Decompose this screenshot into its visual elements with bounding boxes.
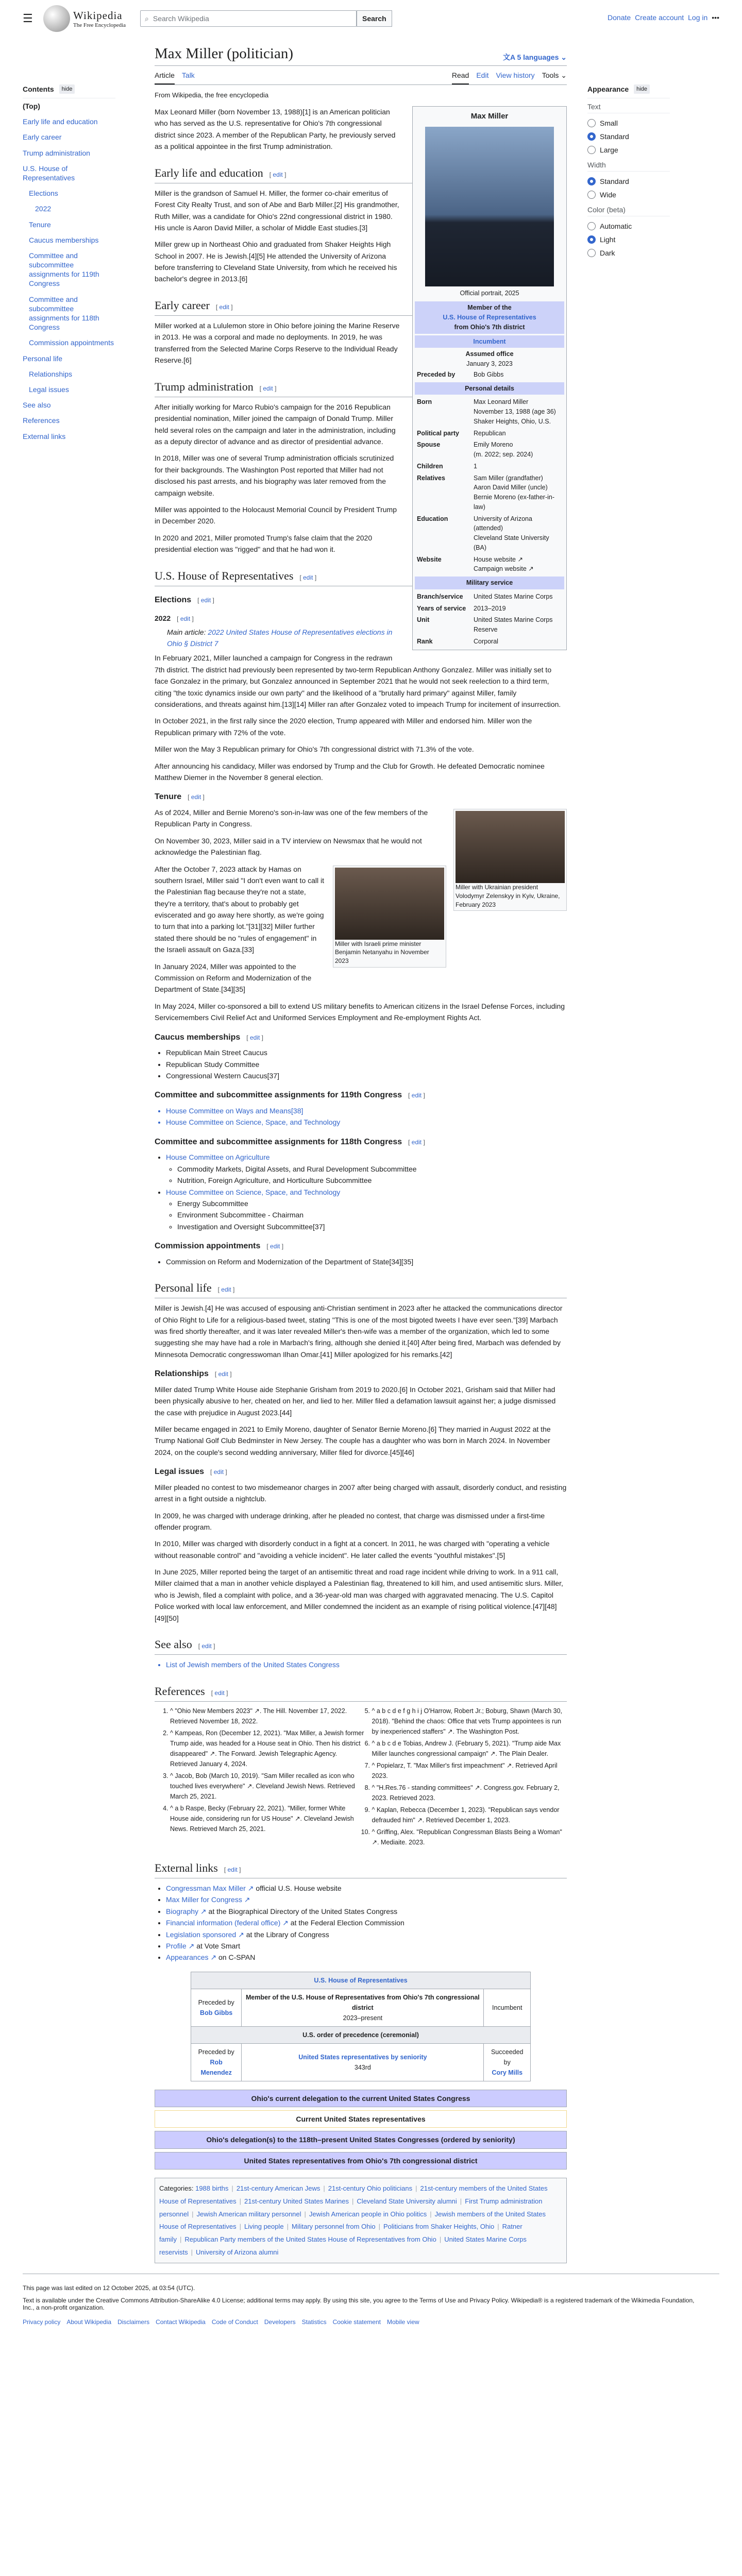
infobox-label: Spouse — [417, 441, 441, 449]
option-label: Large — [600, 146, 618, 154]
committee-item — [166, 1151, 567, 1186]
infobox-label: Born — [417, 398, 432, 406]
site-header — [0, 0, 742, 37]
category-link[interactable]: 1988 births — [195, 2184, 229, 2193]
reference-item: 9. ^ Kaplan, Rebecca (December 1, 2023). "Republican says vendor defrauded him" ↗. Retrieved December 1, 2023. — [372, 1805, 567, 1825]
infobox-row — [415, 472, 564, 513]
incumbent-label[interactable]: Incumbent — [415, 335, 564, 348]
military-service-header: Military service — [415, 577, 564, 589]
option-label: Wide — [600, 191, 616, 199]
toc-item[interactable]: Committee and subcommittee assignments for 119th Congress — [29, 251, 99, 288]
infobox-label: Relatives — [417, 474, 445, 482]
reference-item: 1. ^ "Ohio New Members 2023" ↗. The Hill. November 17, 2022. Retrieved November 18, 2022. — [170, 1706, 365, 1726]
radio-icon[interactable] — [587, 146, 596, 154]
tab-view-history[interactable]: View history — [496, 71, 535, 79]
reference-item: 6. ^ a b c d e Tobias, Andrew J. (February 5, 2021). "Trump aide Max Miller launches congressional campaign" ↗. The Plain Dealer. — [372, 1738, 567, 1759]
tagline-from: From Wikipedia, the free encyclopedia — [155, 91, 269, 99]
radio-icon[interactable] — [587, 235, 596, 244]
wordmark: Wikipedia — [73, 9, 123, 22]
radio-icon[interactable] — [587, 132, 596, 141]
category-link[interactable]: Cleveland State University alumni — [357, 2197, 457, 2205]
search-input[interactable]: ⌕ Search Wikipedia — [140, 10, 357, 27]
section-legal-issues: Legal issues [ edit ] — [155, 1467, 227, 1477]
section-see-also: See also [ edit ] — [155, 1635, 567, 1655]
infobox-value: United States Marine Corps — [474, 592, 553, 600]
external-link[interactable]: Biography ↗ — [166, 1907, 207, 1916]
more-options-icon[interactable]: ••• — [712, 13, 719, 22]
category-link[interactable]: Jewish members of the United States House of Representatives — [159, 2210, 546, 2231]
subcommittee-item: ◦ Energy Subcommittee — [177, 1198, 567, 1209]
option-label: Light — [600, 235, 616, 244]
section-committees-118: Committee and subcommittee assignments for 118th Congress [ edit ] — [155, 1137, 425, 1146]
category-separator: | — [239, 2223, 241, 2231]
infobox-row — [415, 396, 564, 427]
footer-link[interactable]: Privacy policy — [23, 2318, 61, 2326]
subcommittee-item: ◦ Commodity Markets, Digital Assets, and Rural Development Subcommittee — [177, 1163, 567, 1175]
create-account-link[interactable]: Create account — [635, 13, 684, 22]
external-link[interactable]: Legislation sponsored ↗ — [166, 1930, 244, 1939]
infobox-value: Sam Miller (grandfather) Aaron David Miller (uncle) Bernie Moreno (ex-father-in-law) — [474, 474, 555, 511]
category-separator: | — [415, 2184, 417, 2193]
page-footer — [23, 2274, 719, 2346]
option-label: Small — [600, 119, 618, 127]
list-item: • Republican Study Committee — [166, 1059, 567, 1070]
subcommittee-item: ◦ Nutrition, Foreign Agriculture, and Horticulture Subcommittee — [177, 1175, 567, 1186]
main-content: Max Miller (politician) 文A 5 languages ⌄ Article Talk Read Edit View history Tools ⌄ From Wikipedia, the free encyclopedia Max Miller Official portrait, 2025 Member of the U.S. House of Representatives from Ohio's 7th district Incumbent Assumed office January 3, 2023 Preceded by Bob Gibbs Personal details Born Max Leonard Miller November 13, 1988 (age 36) Shaker Heights, Ohio, U.S. Political party Republican Spouse Emily Moreno (m. 2022; sep. 2024) Children 1 Relatives Sam Miller (grandfather) Aaron David Miller (uncle) Bernie Moreno (ex-father-in-law) Education University of Arizona (attended) Cleveland State University (BA) Website House website ↗ Campaign website ↗ Military service Branch/service United States Marine Corps Years of service 2013–2019 Unit United States Marine Corps Reserve Rank Corporal Max Leonard Miller (born November 13, 1988)[1] is an American politician who has served as the U.S. representative for Ohio's 7th congressional district since 2023. A member of the Republican Party, he previously served as a political appointee in the first Trump administration. Early life and education [ edit ] Miller is the grandson of Samuel H. Miller, the former co-chair emeritus of Forest City Realty Trust, and son of Abe and Barb Miller.[2] His grandmother, Ruth Miller, was a candidate for Ohio's 22nd congressional district in 1980. His uncle is Aaron David Miller, a scholar of Middle East studies.[3] Miller grew up in Northeast Ohio and graduated from Shaker Heights High School in 2007. He is Jewish.[4][5] He attended the University of Arizona before transferring to Cleveland State University, from which he received his bachelor's degree in 2013.[6] Early career [ edit ] Miller worked at a Lululemon store in Ohio before joining the Marine Reserve in 2013. He was a corporal and made no deployments. In 2019, he was transferred from the Selected Marine Corps Reserve to the Individual Ready Reserve.[6] Trump administration [ edit ] After initially working for Marco Rubio's campaign for the 2016 Republican presidential nomination, Miller joined the campaign of Donald Trump. Miller held several roles on the campaign and later in the administration, including as a deputy director of advance and as director of presidential advance. In 2018, Miller was one of several Trump administration officials scrutinized for their backgrounds. The Washington Post reported that Miller had not disclosed his past arrests, and his biography was later removed from the campaign website. Miller was appointed to the Holocaust Memorial Council by President Trump in December 2020. In 2020 and 2021, Miller promoted Trump's false claim that the 2020 presidential election was "rigged" and that he had won it. U.S. House of Representatives [ edit ] Elections [ edit ] 2022 [ edit ] Main article: 2022 United States House of Representatives elections in Ohio § District 7 In February 2021, Miller launched a campaign for Congress in the redrawn 7th district. The district had previously been represented by two-term Republican Anthony Gonzalez. Miller was initially set to face Gonzalez in the primary, but Gonzalez announced in September 2021 that he would not seek reelection to a third term, citing "the toxic dynamics inside our own party" and the likelihood of a "brutally hard primary" against Miller, family considerations, and threats against him.[13][14] Miller ran after Gonzalez voted to impeach Trump for incitement of insurrection. In October 2021, in the first rally since the 2020 election, Trump appeared with Miller and endorsed him. Miller won the Republican primary with 72% of the vote. Miller won the May 3 Republican primary for Ohio's 7th congressional district with 71.3% of the vote. After announcing his candidacy, Miller was endorsed by Trump and the Club for Growth. He defeated Democratic nominee Matthew Diemer in the November 8 general election. Tenure [ edit ] Miller with Ukrainian president Volodymyr Zelenskyy in Kyiv, Ukraine, February 2023 As of 2024, Miller and Bernie Moreno's son-in-law was one of the few members of the Republican Party in Congress. On November 30, 2023, Miller said in a TV interview on Newsmax that he would not acknowledge the Palestinian flag. Miller with Israeli prime minister Benjamin Netanyahu in November 2023 After the October 7, 2023 attack by Hamas on southern Israel, Miller said "I don't even want to call it the Palestinian flag because they're not a state, they're a territory, that's about to probably get eviscerated and go away here shortly, as we're going to turn that into a parking lot."[31][32] Miller further stated there should be no "rules of engagement" in the Israeli assault on Gaza.[33] In January 2024, Miller was appointed to the Commission on Reform and Modernization of the Department of State.[34][35] In May 2024, Miller co-sponsored a bill to extend US military benefits to American citizens in the Israel Defense Forces, including Servicemembers Civil Relief Act and Uniformed Services Employment and Re-employment Rights Act. Caucus memberships [ edit ] • Republican Main Street Caucus • Republican Study Committee • Congressional Western Caucus[37] Committee and subcommittee assignments for 119th Congress [ edit ] • House Committee on Ways and Means[38] • House Committee on Science, Space, and Technology Committee and subcommittee assignments for 118th Congress [ edit ] • House Committee on Agriculture ◦ Commodity Markets, Digital Assets, and Rural Development Subcommittee ◦ Nutrition, Foreign Agriculture, and Horticulture Subcommittee • House Committee on Science, Space, and Technology ◦ Energy Subcommittee ◦ Environment Subcommittee - Chairman ◦ Investigation and Oversight Subcommittee[37] Commission appointments [ edit ] • Commission on Reform and Modernization of the Department of State[34][35] Personal life [ edit ] Miller is Jewish.[4] He was accused of espousing anti-Christian sentiment in 2023 after he attacked the communications director of Ohio Right to Life for a religious-based tweet, stating "This is one of the most bigoted tweets I have ever seen."[39] Marbach was fired shortly thereafter, and it was later revealed Miller's then-wife was a member of the organization, which led to some suggesting she may have had a role in Marbach's firing, although she denied it.[40] After being fired, Marbach was defended by Minnesota Democratic congresswoman Ilhan Omar.[41] Miller apologized for his remarks.[42] Relationships [ edit ] Miller dated Trump White House aide Stephanie Grisham from 2019 to 2020.[6] In October 2021, Grisham said that Miller had been physically abusive to her, cheated on her, and lied to her. Miller filed a defamation lawsuit against her; a judge dismissed the case with prejudice in August 2023.[44] Miller became engaged in 2021 to Emily Moreno, daughter of Senator Bernie Moreno.[6] They married in August 2022 at the Trump National Golf Club Bedminster in New Jersey. The couple has a daughter who was born in March 2024. In November 2024, on the couple's second wedding anniversary, Miller filed for divorce.[45][46] Legal issues [ edit ] Miller pleaded no contest to two misdemeanor charges in 2007 after being charged with assault, disorderly conduct, and resisting arrest in a fight outside a nightclub. In 2009, he was charged with underage drinking, after he pleaded no contest, that charge was dismissed under a first-time offender program. In 2010, Miller was charged with disorderly conduct in a fight at a concert. In 2011, he was charged with "operating a vehicle without reasonable control" and "avoiding a vehicle incident". He later called the events "youthful mistakes".[5] In June 2025, Miller reported being the target of an antisemitic threat and road rage incident while driving to work. In a 911 call, Miller claimed that a man in another vehicle displayed a Palestinian flag, threatened to kill him, and used antisemitic slurs. Miller, who is Jewish, filed a complaint with police, and a 36-year-old man was charged with aggravated menacing. The U.S. Capitol Police worked with local law enforcement, and Miller condemned the incident as an example of rising political violence.[47][48][49][50] See also [ edit ] • List of Jewish members of the United States Congress References [ edit ] 1. ^ "Ohio New Members 2023" ↗. The Hill. November 17, 2022. Retrieved November 18, 2022. 2. ^ Kampeas, Ron (December 12, 2021). "Max Miller, a Jewish former Trump aide, was headed for a House seat in Ohio. Then his district disappeared" ↗. The Forward. Jewish Telegraphic Agency. Retrieved January 4, 2024. 3. ^ Jacob, Bob (March 10, 2019). "Sam Miller recalled as icon who touched lives everywhere" ↗. Cleveland Jewish News. Retrieved March 25, 2021. 4. ^ a b Raspe, Becky (February 22, 2021). "Miller, former White House aide, considering run for US House" ↗. Cleveland Jewish News. Retrieved March 25, 2021. 5. ^ a b c d e f g h i j O'Harrow, Robert Jr.; Boburg, Shawn (March 30, 2018). "Behind the chaos: Office that vets Trump appointees is run by inexperienced staffers" ↗. The Washington Post. 6. ^ a b c d e Tobias, Andrew J. (February 5, 2021). "Trump aide Max Miller launches congressional campaign" ↗. The Plain Dealer. 7. ^ Popielarz, T. "Max Miller's first impeachment" ↗. Retrieved April 2023. 8. ^ "H.Res.76 - standing committees" ↗. Congress.gov. February 2, 2023. Retrieved 2023. 9. ^ Kaplan, Rebecca (December 1, 2023). "Republican says vendor defrauded him" ↗. Retrieved December 1, 2023. 10. ^ Griffing, Alex. "Republican Congressman Blasts Being a Woman" ↗. Mediaite. 2023. External links [ edit ] • Congressman Max Miller ↗ official U.S. House website • Max Miller for Congress ↗ • Biography ↗ at the Biographical Directory of the United States Congress • Financial information (federal office) ↗ at the Federal Election Commission • Legislation sponsored ↗ at the Library of Congress • Profile ↗ at Vote Smart • Appearances ↗ on C-SPAN U.S. House of Representatives Preceded by Bob Gibbs Member of the U.S. House of Representatives from Ohio's 7th congressional district 2023–present Incumbent U.S. order of precedence (ceremonial) Preceded by Rob Menendez United States representatives by seniority 343rd Succeeded by Cory Mills Ohio's current delegation to the current United States Congress Current United States representatives Ohio's delegation(s) to the 118th–present United States Congresses (ordered by seniority) United States representatives from Ohio's 7th congressional district Categories: 1988 births | 21st-century American Jews | 21st-century Ohio politicians | 21st-century members of the United States House of Representatives | 21st-century United States Marines | Cleveland State University alumni | First Trump administration personnel | Jewish American military personnel | Jewish American people in Ohio politics | Jewish members of the United States House of Representatives | Living people | Military personnel from Ohio | Politicians from Shaker Heights, Ohio | Ratner family | Republican Party members of the United States House of Representatives from Ohio | United States Marine Corps reservists | University of Arizona alumni — [155, 37, 567, 2263]
toc-item[interactable]: Relationships — [29, 369, 73, 378]
toc-item[interactable]: See also — [23, 401, 51, 410]
option-label: Standard — [600, 132, 629, 141]
category-link[interactable]: Military personnel from Ohio — [292, 2223, 376, 2231]
section-references: References [ edit ] — [155, 1682, 567, 1702]
office-link[interactable]: U.S. House of Representatives — [443, 314, 536, 321]
appearance-group-label: Color (beta) — [587, 201, 670, 216]
toc-item[interactable]: U.S. House of Representatives — [23, 164, 75, 182]
category-separator: | — [239, 2197, 241, 2205]
category-link[interactable]: 21st-century American Jews — [236, 2184, 321, 2193]
category-link[interactable]: Jewish American military personnel — [196, 2210, 301, 2218]
toc-item[interactable]: Early life and education — [23, 117, 98, 126]
infobox-row — [415, 439, 564, 461]
appearance-group-label: Text — [587, 98, 670, 113]
reference-item: 4. ^ a b Raspe, Becky (February 22, 2021). "Miller, former White House aide, considering run for US House" ↗. Cleveland Jewish News. Retrieved March 25, 2021. — [170, 1803, 365, 1834]
footer-link[interactable]: Cookie statement — [332, 2318, 381, 2326]
infobox-value: United States Marine Corps Reserve — [474, 616, 553, 633]
toc-item[interactable]: Legal issues — [29, 385, 69, 394]
thumbnail-netanyahu[interactable]: Miller with Israeli prime minister Benjamin Netanyahu in November 2023 — [333, 866, 446, 968]
toc-item[interactable]: External links — [23, 432, 66, 440]
external-link-desc: at the Federal Election Commission — [288, 1919, 404, 1927]
main-article-link[interactable]: 2022 United States House of Representatives elections in Ohio § District 7 — [167, 628, 393, 648]
infobox-label: Unit — [417, 616, 430, 624]
lead-paragraph: Max Leonard Miller (born November 13, 1988)[1] is an American politician who has served as the U.S. representative for Ohio's 7th congressional district since 2023. A member of the Republican Party, he previously served as a political appointee in the first Trump administration. — [155, 108, 396, 151]
category-separator: | — [430, 2210, 432, 2218]
log-in-link[interactable]: Log in — [688, 13, 708, 22]
external-link[interactable]: Appearances ↗ — [166, 1953, 217, 1962]
reference-item: 10. ^ Griffing, Alex. "Republican Congressman Blasts Being a Woman" ↗. Mediaite. 2023. — [372, 1827, 567, 1848]
toc-item[interactable]: Elections — [29, 189, 58, 198]
radio-icon[interactable] — [587, 177, 596, 185]
toc-item[interactable]: Personal life — [23, 354, 63, 363]
category-link[interactable]: Jewish American people in Ohio politics — [309, 2210, 427, 2218]
external-link-desc: official U.S. House website — [254, 1884, 342, 1892]
infobox-value: Max Leonard Miller November 13, 1988 (age 36) Shaker Heights, Ohio, U.S. — [474, 398, 556, 425]
infobox-row — [415, 614, 564, 636]
infobox-name: Max Miller — [470, 112, 509, 121]
section-committees-119: Committee and subcommittee assignments for 119th Congress [ edit ] — [155, 1091, 425, 1100]
portrait-caption: Official portrait, 2025 — [460, 289, 519, 297]
external-link[interactable]: Congressman Max Miller ↗ — [166, 1884, 254, 1892]
list-item[interactable]: • List of Jewish members of the United States Congress — [166, 1659, 567, 1670]
list-item[interactable]: • House Committee on Ways and Means[38] — [166, 1105, 567, 1116]
section-personal-life: Personal life [ edit ] — [155, 1279, 567, 1298]
external-link-item — [166, 1952, 567, 1963]
infobox-label: Preceded by — [417, 370, 456, 378]
main-menu-icon[interactable]: ☰ — [23, 12, 33, 25]
category-link[interactable]: University of Arizona alumni — [196, 2248, 279, 2256]
main-article-hatnote: Main article: 2022 United States House of Representatives elections in Ohio § District 7 — [167, 628, 393, 648]
category-separator: | — [497, 2223, 499, 2231]
infobox-value: Emily Moreno (m. 2022; sep. 2024) — [474, 441, 533, 458]
page-title: Max Miller (politician) — [155, 45, 293, 62]
category-separator: | — [460, 2197, 462, 2205]
category-separator: | — [179, 2235, 182, 2244]
appearance-option[interactable] — [587, 233, 670, 246]
infobox-value: 2013–2019 — [474, 604, 506, 612]
infobox-value: Republican — [474, 429, 506, 437]
category-link[interactable]: 21st-century members of the United States House of Representatives — [159, 2184, 548, 2205]
infobox-label: Children — [417, 462, 443, 470]
infobox-row — [415, 461, 564, 472]
search-form — [140, 10, 392, 27]
last-edited: This page was last edited on 12 October 2025, at 03:54 (UTC). — [23, 2284, 195, 2292]
category-link[interactable]: United States Marine Corps reservists — [159, 2235, 527, 2256]
infobox-value: University of Arizona (attended) Cleveland State University (BA) — [474, 515, 549, 551]
toc-item[interactable]: 2022 — [35, 205, 52, 213]
section-caucus: Caucus memberships [ edit ] — [155, 1032, 263, 1042]
toc-item[interactable]: References — [23, 416, 60, 425]
table-of-contents — [23, 37, 115, 2263]
radio-icon[interactable] — [587, 119, 596, 127]
tab-article[interactable]: Article — [155, 66, 175, 84]
external-link-item — [166, 1917, 567, 1928]
category-link[interactable]: Living people — [244, 2223, 284, 2231]
infobox-value: 1 — [474, 462, 477, 470]
navbox[interactable]: Ohio's current delegation to the current United States Congress — [155, 2090, 567, 2107]
infobox-label: Website — [417, 555, 442, 563]
infobox-label: Years of service — [417, 604, 466, 612]
category-separator: | — [352, 2197, 354, 2205]
tagline: The Free Encyclopedia — [73, 22, 126, 28]
infobox-label: Branch/service — [417, 592, 463, 600]
footer-link[interactable]: Contact Wikipedia — [156, 2318, 206, 2326]
globe-icon — [43, 5, 70, 32]
categories-label[interactable]: Categories: — [159, 2184, 196, 2193]
committee-item — [166, 1187, 567, 1233]
appearance-option[interactable] — [587, 175, 670, 188]
footer-link[interactable]: Mobile view — [386, 2318, 419, 2326]
external-link[interactable]: Financial information (federal office) ↗ — [166, 1919, 289, 1927]
external-link-item — [166, 1883, 567, 1894]
references-list — [155, 1706, 567, 1848]
radio-icon[interactable] — [587, 191, 596, 199]
external-link-item — [166, 1940, 567, 1952]
list-item[interactable]: • House Committee on Science, Space, and Technology — [166, 1116, 567, 1128]
external-link-item — [166, 1906, 567, 1917]
external-link-desc: at the Biographical Directory of the United States Congress — [206, 1907, 398, 1916]
category-link[interactable]: Politicians from Shaker Heights, Ohio — [383, 2223, 495, 2231]
category-link[interactable]: Ratner family — [159, 2223, 522, 2244]
donate-link[interactable]: Donate — [608, 13, 631, 22]
category-separator: | — [192, 2210, 194, 2218]
license-text: Text is available under the Creative Commons Attribution-ShareAlike 4.0 License; additional terms may apply. By using this site, you agree to the Terms of Use and Privacy Policy. Wikipedia® is a registered trademark of the Wikimedia Foundation, Inc., a non-profit organization. — [23, 2297, 695, 2312]
list-item: • Republican Main Street Caucus — [166, 1047, 567, 1058]
personal-details-header: Personal details — [415, 382, 564, 395]
appearance-option[interactable] — [587, 246, 670, 260]
translate-icon: 文A — [502, 53, 517, 61]
section-relationships: Relationships [ edit ] — [155, 1369, 232, 1379]
navbox[interactable]: Ohio's delegation(s) to the 118th–present United States Congresses (ordered by seniority) — [155, 2131, 567, 2148]
radio-icon[interactable] — [587, 222, 596, 230]
thumbnail-zelenskyy[interactable]: Miller with Ukrainian president Volodymyr Zelenskyy in Kyiv, Ukraine, February 2023 — [453, 809, 567, 911]
infobox-label: Rank — [417, 637, 433, 645]
external-link-item — [166, 1894, 567, 1905]
category-link[interactable]: First Trump administration personnel — [159, 2197, 543, 2218]
footer-link[interactable]: Developers — [264, 2318, 296, 2326]
footer-link[interactable]: Disclaimers — [117, 2318, 150, 2326]
categories-box — [155, 2178, 567, 2263]
infobox-label: Political party — [417, 429, 459, 437]
category-separator: | — [286, 2223, 289, 2231]
category-separator: | — [191, 2248, 193, 2256]
search-icon: ⌕ — [145, 14, 149, 23]
infobox: Max Miller Official portrait, 2025 Member of the U.S. House of Representatives from Ohio's 7th district Incumbent Assumed office January 3, 2023 Preceded by Bob Gibbs Personal details Born Max Leonard Miller November 13, 1988 (age 36) Shaker Heights, Ohio, U.S. Political party Republican Spouse Emily Moreno (m. 2022; sep. 2024) Children 1 Relatives Sam Miller (grandfather) Aaron David Miller (uncle) Bernie Moreno (ex-father-in-law) Education University of Arizona (attended) Cleveland State University (BA) Website House website ↗ Campaign website ↗ Military service Branch/service United States Marine Corps Years of service 2013–2019 Unit United States Marine Corps Reserve Rank Corporal — [412, 106, 567, 650]
list-item: • Commission on Reform and Modernization of the Department of State[34][35] — [166, 1256, 567, 1267]
navbox[interactable]: Current United States representatives — [155, 2110, 567, 2128]
language-selector[interactable]: 文A 5 languages ⌄ — [502, 53, 567, 61]
footer-link[interactable]: Statistics — [301, 2318, 327, 2326]
external-link-desc: at the Library of Congress — [244, 1930, 329, 1939]
toc-item[interactable]: Early career — [23, 133, 62, 142]
category-separator: | — [231, 2184, 233, 2193]
reference-item: 5. ^ a b c d e f g h i j O'Harrow, Robert Jr.; Boburg, Shawn (March 30, 2018). "Behind the chaos: Office that vets Trump appointees is run by inexperienced staffers" ↗. The Washington Post. — [372, 1706, 567, 1737]
infobox-value: Corporal — [474, 637, 498, 645]
photo-image — [335, 868, 444, 940]
preceded-by-link[interactable]: Bob Gibbs — [200, 2009, 233, 2016]
infobox-row — [415, 369, 564, 381]
option-label: Dark — [600, 249, 615, 257]
tab-read[interactable]: Read — [452, 66, 469, 84]
option-label: Automatic — [600, 222, 632, 230]
section-tenure: Tenure [ edit ] — [155, 792, 205, 802]
list-item: • Congressional Western Caucus[37] — [166, 1070, 567, 1081]
section-2022: 2022 [ edit ] — [155, 614, 194, 623]
toc-hide-button[interactable]: hide — [59, 84, 75, 94]
infobox-value: Bob Gibbs — [474, 370, 504, 378]
option-label: Standard — [600, 177, 629, 185]
reference-item: 8. ^ "H.Res.76 - standing committees" ↗. Congress.gov. February 2, 2023. Retrieved 2023. — [372, 1783, 567, 1803]
infobox-label: Education — [417, 515, 448, 522]
appearance-option[interactable] — [587, 143, 670, 157]
category-separator: | — [304, 2210, 306, 2218]
toc-title: Contents — [23, 85, 54, 93]
category-link[interactable]: Republican Party members of the United States House of Representatives from Ohio — [184, 2235, 436, 2244]
category-separator: | — [439, 2235, 442, 2244]
reference-item: 3. ^ Jacob, Bob (March 10, 2019). "Sam Miller recalled as icon who touched lives everywhere" ↗. Cleveland Jewish News. Retrieved March 25, 2021. — [170, 1771, 365, 1802]
precedence-succeeded-link[interactable]: Cory Mills — [492, 2069, 523, 2076]
external-link[interactable]: Profile ↗ — [166, 1941, 195, 1950]
committee-link[interactable]: House Committee on Agriculture — [166, 1153, 270, 1162]
reference-item: 2. ^ Kampeas, Ron (December 12, 2021). "Max Miller, a Jewish former Trump aide, was headed for a House seat in Ohio. Then his district disappeared" ↗. The Forward. Jewish Telegraphic Agency. Retrieved January 4, 2024. — [170, 1728, 365, 1769]
committee-link[interactable]: House Committee on Science, Space, and Technology — [166, 1188, 341, 1196]
infobox-value: House website ↗ Campaign website ↗ — [474, 555, 534, 573]
toc-item[interactable]: Committee and subcommittee assignments for 118th Congress — [29, 295, 99, 332]
radio-icon[interactable] — [587, 249, 596, 257]
succession-box: U.S. House of Representatives Preceded by Bob Gibbs Member of the U.S. House of Representatives from Ohio's 7th congressional district 2023–present Incumbent U.S. order of precedence (ceremonial) Preceded by Rob Menendez United States representatives by seniority 343rd Succeeded by Cory Mills — [191, 1972, 531, 2081]
infobox-row — [415, 591, 564, 603]
portrait-image[interactable] — [425, 127, 554, 286]
category-separator: | — [323, 2184, 325, 2193]
appearance-panel: Appearance hide Text Small Standard Large Width Standard Wide Color (beta) Automatic Light Dark — [587, 37, 670, 2263]
tab-edit[interactable]: Edit — [476, 71, 489, 79]
external-link-desc: at Vote Smart — [194, 1941, 241, 1950]
section-trump-administration: Trump administration [ edit ] — [155, 378, 567, 397]
toc-item[interactable]: Tenure — [29, 220, 51, 229]
photo-image — [456, 811, 565, 883]
infobox-row — [415, 428, 564, 439]
search-button[interactable]: Search — [357, 10, 392, 27]
section-elections: Elections [ edit ] — [155, 595, 214, 604]
tab-talk[interactable]: Talk — [181, 71, 195, 79]
section-early-life: Early life and education [ edit ] — [155, 164, 567, 183]
external-link[interactable]: Max Miller for Congress ↗ — [166, 1895, 250, 1904]
section-external-links: External links [ edit ] — [155, 1859, 567, 1878]
toc-item[interactable]: Caucus memberships — [29, 235, 99, 244]
appearance-hide-button[interactable]: hide — [634, 84, 650, 94]
footer-link[interactable]: Code of Conduct — [211, 2318, 258, 2326]
navbox[interactable]: United States representatives from Ohio's 7th congressional district — [155, 2152, 567, 2170]
category-separator: | — [378, 2223, 380, 2231]
wikipedia-logo[interactable] — [43, 5, 126, 32]
footer-link[interactable]: About Wikipedia — [66, 2318, 112, 2326]
infobox-row — [415, 636, 564, 648]
appearance-group-label: Width — [587, 157, 670, 172]
appearance-option[interactable] — [587, 188, 670, 201]
subcommittee-item: ◦ Environment Subcommittee - Chairman — [177, 1209, 567, 1221]
infobox-row — [415, 603, 564, 615]
appearance-option[interactable] — [587, 116, 670, 130]
external-link-item — [166, 1929, 567, 1940]
section-commission: Commission appointments [ edit ] — [155, 1242, 284, 1251]
infobox-row — [415, 554, 564, 575]
category-link[interactable]: 21st-century United States Marines — [244, 2197, 349, 2205]
toc-item[interactable]: Commission appointments — [29, 338, 114, 347]
office-header: Member of the U.S. House of Representatives from Ohio's 7th district — [415, 301, 564, 333]
tab-tools[interactable]: Tools ⌄ — [542, 71, 567, 79]
external-link-desc: on C-SPAN — [216, 1953, 256, 1962]
subcommittee-item: ◦ Investigation and Oversight Subcommittee[37] — [177, 1221, 567, 1232]
toc-item[interactable]: Trump administration — [23, 148, 90, 157]
category-link[interactable]: 21st-century Ohio politicians — [328, 2184, 413, 2193]
reference-item: 7. ^ Popielarz, T. "Max Miller's first impeachment" ↗. Retrieved April 2023. — [372, 1760, 567, 1781]
section-early-career: Early career [ edit ] — [155, 296, 567, 316]
toc-item[interactable]: (Top) — [23, 102, 40, 110]
precedence-preceded-link[interactable]: Rob Menendez — [200, 2058, 232, 2076]
appearance-option[interactable] — [587, 219, 670, 233]
appearance-option[interactable] — [587, 130, 670, 143]
section-house: U.S. House of Representatives [ edit ] — [155, 567, 567, 586]
infobox-row — [415, 513, 564, 554]
